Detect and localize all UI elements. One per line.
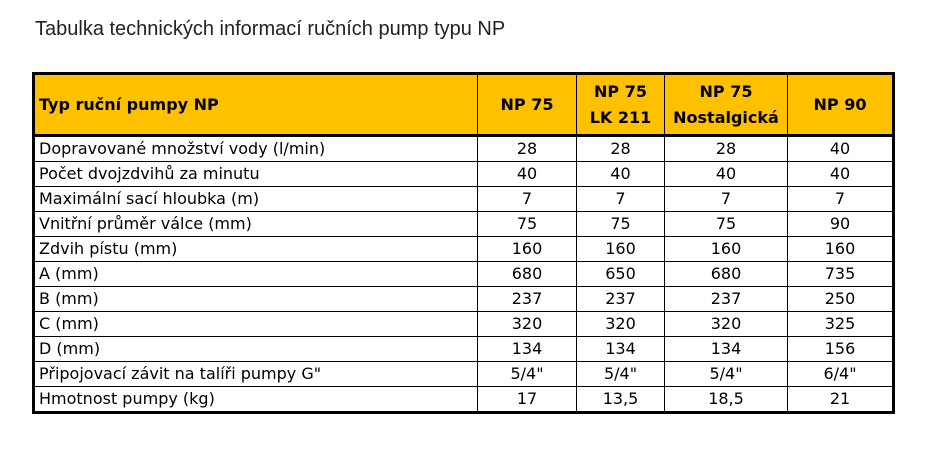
header-model-line1: NP 75 <box>699 81 753 101</box>
table-cell: 17 <box>478 387 577 413</box>
table-row <box>34 387 894 413</box>
table-cell: 680 <box>478 262 577 287</box>
table-cell: 21 <box>788 387 894 413</box>
table-row <box>34 187 894 212</box>
table-cell: 90 <box>788 212 894 237</box>
table-row <box>34 287 894 312</box>
table-cell: 13,5 <box>577 387 665 413</box>
table-cell: 40 <box>478 162 577 187</box>
table-cell: 237 <box>577 287 665 312</box>
row-label: Připojovací závit na talíři pumpy G" <box>34 362 478 387</box>
table-header-row <box>34 74 894 136</box>
table-row <box>34 237 894 262</box>
table-cell: 5/4" <box>665 362 788 387</box>
table-cell: 28 <box>577 136 665 162</box>
table-cell: 237 <box>478 287 577 312</box>
table-cell: 75 <box>478 212 577 237</box>
header-model-line1: NP 75 <box>500 94 554 114</box>
table-cell: 28 <box>665 136 788 162</box>
table-cell: 75 <box>577 212 665 237</box>
table-cell: 250 <box>788 287 894 312</box>
header-model-np75-nostalgicka <box>665 74 788 136</box>
table-cell: 160 <box>665 237 788 262</box>
table-cell: 18,5 <box>665 387 788 413</box>
table-cell: 134 <box>478 337 577 362</box>
table-row <box>34 212 894 237</box>
row-label: Maximální sací hloubka (m) <box>34 187 478 212</box>
table-cell: 40 <box>788 162 894 187</box>
table-cell: 320 <box>478 312 577 337</box>
row-label: Hmotnost pumpy (kg) <box>34 387 478 413</box>
table-row <box>34 262 894 287</box>
spec-table <box>32 72 895 414</box>
header-model-np75 <box>478 74 577 136</box>
table-row <box>34 162 894 187</box>
table-cell: 40 <box>788 136 894 162</box>
table-cell: 735 <box>788 262 894 287</box>
table-row <box>34 337 894 362</box>
header-model-line2: Nostalgická <box>673 107 779 127</box>
table-cell: 325 <box>788 312 894 337</box>
row-label: Vnitřní průměr válce (mm) <box>34 212 478 237</box>
row-label: B (mm) <box>34 287 478 312</box>
row-label: Zdvih pístu (mm) <box>34 237 478 262</box>
table-cell: 7 <box>788 187 894 212</box>
header-model-np90 <box>788 74 894 136</box>
table-cell: 237 <box>665 287 788 312</box>
header-label: Typ ruční pumpy NP <box>34 74 478 136</box>
table-cell: 160 <box>788 237 894 262</box>
table-cell: 5/4" <box>577 362 665 387</box>
table-cell: 650 <box>577 262 665 287</box>
row-label: Dopravované množství vody (l/min) <box>34 136 478 162</box>
table-cell: 28 <box>478 136 577 162</box>
table-cell: 7 <box>577 187 665 212</box>
row-label: A (mm) <box>34 262 478 287</box>
table-cell: 75 <box>665 212 788 237</box>
header-model-np75-lk211 <box>577 74 665 136</box>
table-cell: 134 <box>665 337 788 362</box>
table-cell: 134 <box>577 337 665 362</box>
page-title: Tabulka technických informací ručních pump typu NP <box>35 18 506 40</box>
header-model-line1: NP 75 <box>594 81 647 101</box>
table-cell: 320 <box>665 312 788 337</box>
row-label: C (mm) <box>34 312 478 337</box>
table-row <box>34 362 894 387</box>
table-cell: 7 <box>478 187 577 212</box>
table-body <box>34 136 894 413</box>
table-row <box>34 136 894 162</box>
row-label: Počet dvojzdvihů za minutu <box>34 162 478 187</box>
table-cell: 160 <box>478 237 577 262</box>
header-model-line1: NP 90 <box>813 94 867 114</box>
header-model-line2: LK 211 <box>589 107 652 127</box>
table-cell: 7 <box>665 187 788 212</box>
row-label: D (mm) <box>34 337 478 362</box>
table-cell: 40 <box>577 162 665 187</box>
table-cell: 160 <box>577 237 665 262</box>
table-cell: 680 <box>665 262 788 287</box>
table-cell: 5/4" <box>478 362 577 387</box>
table-cell: 320 <box>577 312 665 337</box>
table-cell: 40 <box>665 162 788 187</box>
table-row <box>34 312 894 337</box>
table-cell: 156 <box>788 337 894 362</box>
table-cell: 6/4" <box>788 362 894 387</box>
